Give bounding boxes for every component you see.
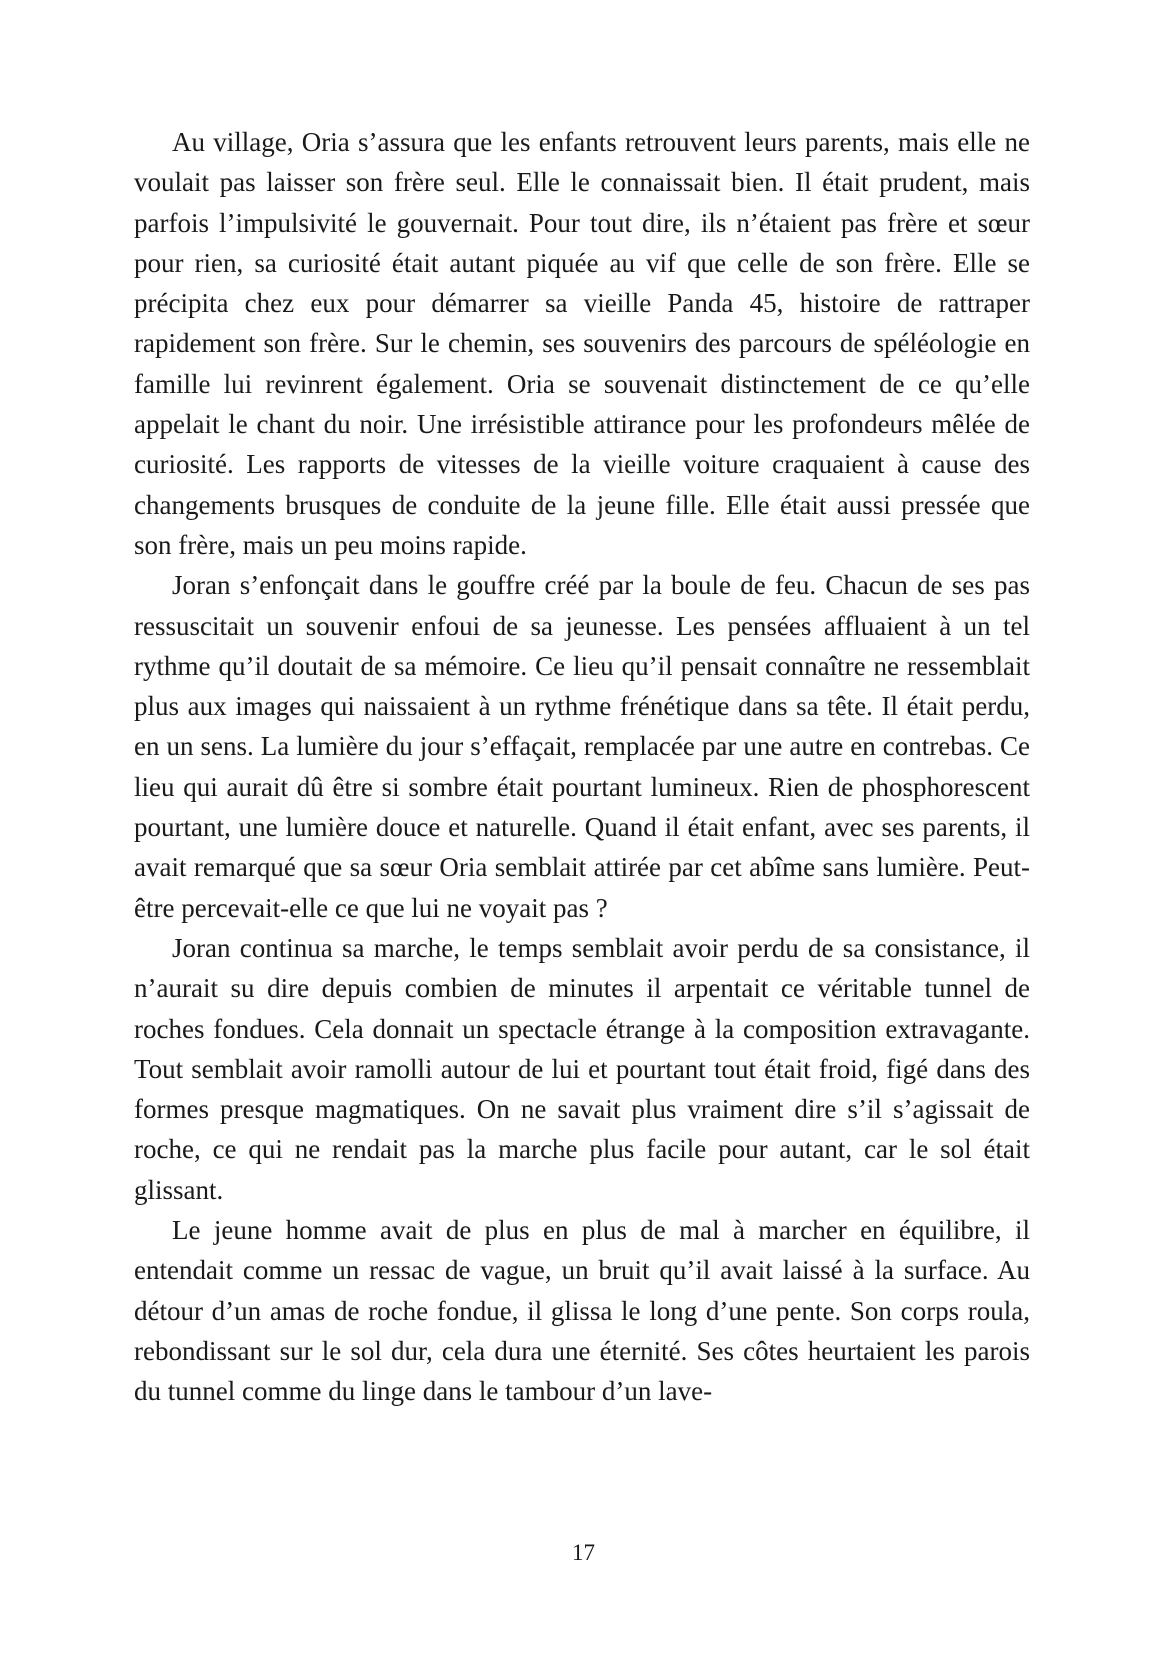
body-text [134, 122, 1030, 1412]
paragraph: Le jeune homme avait de plus en plus de mal à marcher en équilibre, il entendait comme un ressac de vague, un bruit qu’il avait laissé à la surface. Au détour d’un amas de roche fondue, il glissa le long d’une pente. Son corps roula, rebondissant sur le sol dur, cela dura une éternité. Ses côtes heurtaient les parois du tunnel comme du linge dans le tambour d’un lave- [134, 1215, 1030, 1407]
paragraph: Au village, Oria s’assura que les enfants retrouvent leurs parents, mais elle ne voulait pas laisser son frère seul. Elle le connaissait bien. Il était prudent, mais parfois l’impulsivité le gouvernait. Pour tout dire, ils n’étaient pas frère et sœur pour rien, sa curiosité était autant piquée au vif que celle de son frère. Elle se précipita chez eux pour démarrer sa vieille Panda 45, histoire de rattraper rapidement son frère. Sur le chemin, ses souvenirs des parcours de spéléologie en famille lui revinrent également. Oria se souvenait distinctement de ce qu’elle appelait le chant du noir. Une irrésistible attirance pour les profondeurs mêlée de curiosité. Les rapports de vitesses de la vieille voiture craquaient à cause des changements brusques de conduite de la jeune fille. Elle était aussi pressée que son frère, mais un peu moins rapide. [134, 127, 1030, 560]
page-number: 17 [572, 1540, 595, 1565]
paragraph: Joran continua sa marche, le temps semblait avoir perdu de sa consistance, il n’aurait su dire depuis combien de minutes il arpentait ce véritable tunnel de roches fondues. Cela donnait un spectacle étrange à la composition extravagante. Tout semblait avoir ramolli autour de lui et pourtant tout était froid, figé dans des formes presque magmatiques. On ne savait plus vraiment dire s’il s’agissait de roche, ce qui ne rendait pas la marche plus facile pour autant, car le sol était glissant. [134, 932, 1030, 1205]
paragraph: Joran s’enfonçait dans le gouffre créé par la boule de feu. Chacun de ses pas ressuscitait un souvenir enfoui de sa jeunesse. Les pensées affluaient à un tel rythme qu’il doutait de sa mémoire. Ce lieu qu’il pensait connaître ne ressemblait plus aux images qui naissaient à un rythme frénétique dans sa tête. Il était perdu, en un sens. La lumière du jour s’effaçait, remplacée par une autre en contrebas. Ce lieu qui aurait dû être si sombre était pourtant lumineux. Rien de phosphorescent pourtant, une lumière douce et naturelle. Quand il était enfant, avec ses parents, il avait remarqué que sa sœur Oria semblait attirée par cet abîme sans lumière. Peut-être percevait-elle ce que lui ne voyait pas ? [134, 570, 1030, 923]
